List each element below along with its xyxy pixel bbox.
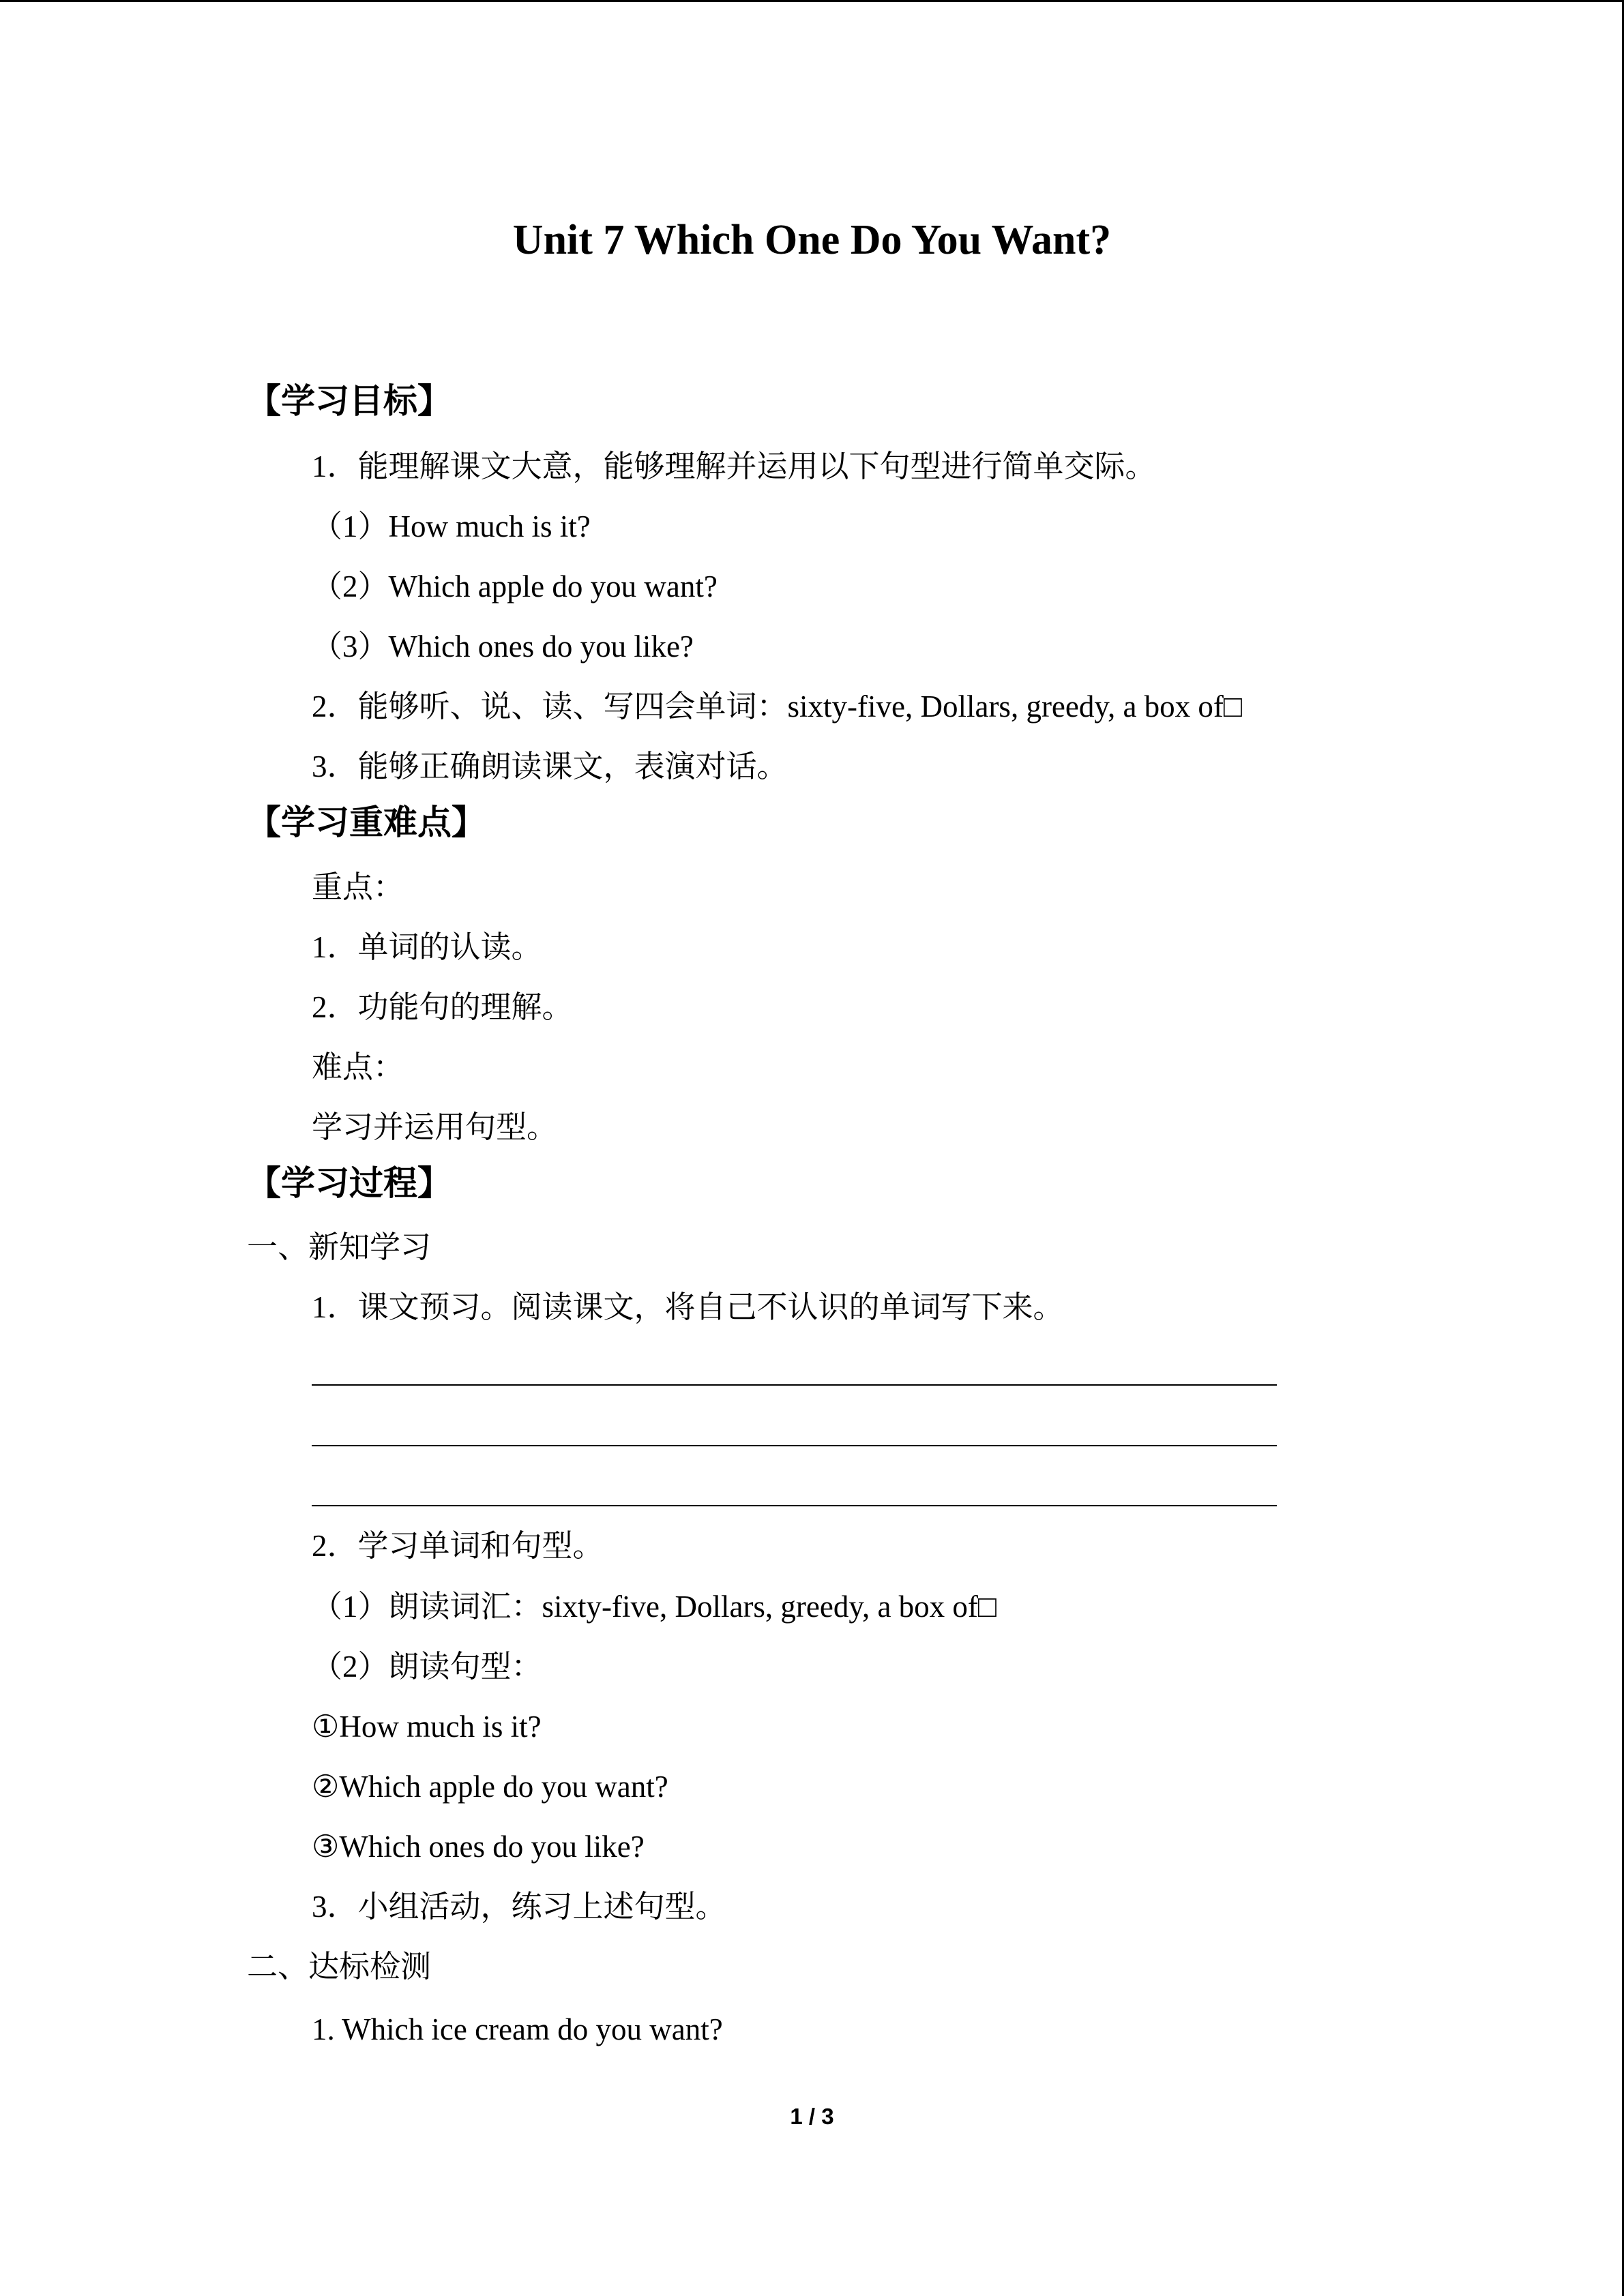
test-question-1: 1. Which ice cream do you want?	[312, 2012, 723, 2046]
writing-line-1	[312, 1384, 1277, 1386]
objective-sentence-1: （1）How much is it?	[312, 509, 591, 543]
objective-sentence-3: （3）Which ones do you like?	[312, 629, 694, 664]
page-number: 1 / 3	[790, 2104, 834, 2129]
document-title: Unit 7 Which One Do You Want?	[512, 217, 1112, 263]
step-1: 1．课文预习。阅读课文，将自己不认识的单词写下来。	[312, 1290, 1064, 1324]
step-3: 3．小组活动，练习上述句型。	[312, 1890, 726, 1924]
section-heading-process: 【学习过程】	[247, 1163, 452, 1203]
step-2: 2．学习单词和句型。	[312, 1529, 604, 1563]
writing-line-3	[312, 1505, 1277, 1506]
section-heading-key-points: 【学习重难点】	[247, 803, 486, 842]
objective-item-1: 1．能理解课文大意，能够理解并运用以下句型进行简单交际。	[312, 449, 1156, 483]
section-heading-objectives: 【学习目标】	[247, 381, 452, 421]
sentence-1: ①How much is it?	[312, 1710, 542, 1744]
difficulty-label: 难点：	[312, 1050, 404, 1084]
objective-item-2: 2．能够听、说、读、写四会单词：sixty-five, Dollars, greedy, a box of□	[312, 689, 1243, 724]
sentences-label: （2）朗读句型：	[312, 1650, 542, 1684]
key-point-1: 1．单词的认读。	[312, 930, 542, 964]
part-2-label: 二、达标检测	[247, 1950, 432, 1984]
sentence-2: ②Which apple do you want?	[312, 1770, 668, 1804]
objective-sentence-2: （2）Which apple do you want?	[312, 569, 718, 603]
vocabulary-line: （1）朗读词汇：sixty-five, Dollars, greedy, a box of□	[312, 1590, 997, 1624]
objective-item-3: 3．能够正确朗读课文，表演对话。	[312, 749, 788, 784]
key-point-2: 2．功能句的理解。	[312, 990, 573, 1024]
difficulty-1: 学习并运用句型。	[312, 1110, 558, 1144]
sentence-3: ③Which ones do you like?	[312, 1830, 645, 1864]
part-1-label: 一、新知学习	[247, 1230, 432, 1264]
key-points-label: 重点：	[312, 870, 404, 904]
writing-line-2	[312, 1445, 1277, 1446]
page-border-top	[0, 0, 1624, 2]
